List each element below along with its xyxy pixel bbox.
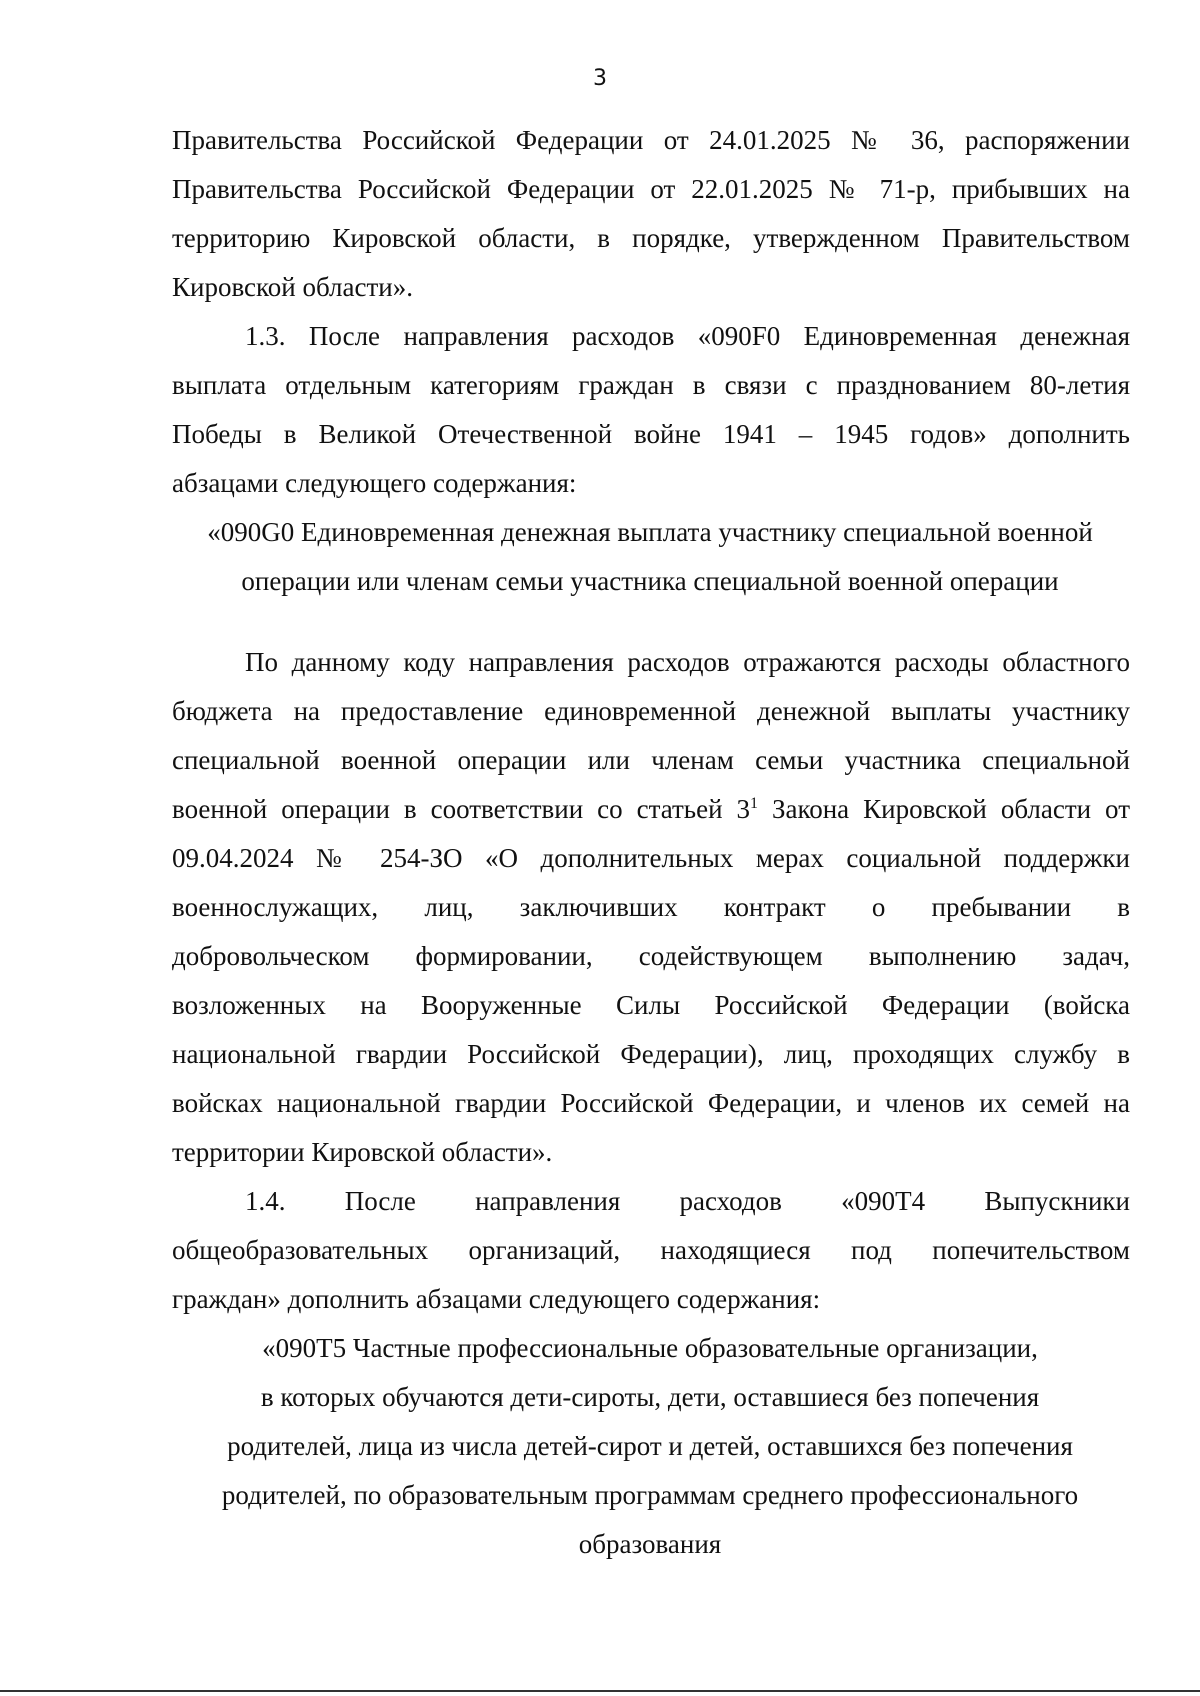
text-line: войсках национальной гвардии Российской Федерации, и членов их семей на — [172, 1088, 1130, 1118]
superscript: 1 — [750, 795, 759, 812]
text-line: национальной гвардии Российской Федерации), лиц, проходящих службу в — [172, 1039, 1130, 1069]
text-line: 09.04.2024 № 254-ЗО «О дополнительных мерах социальной поддержки — [172, 843, 1130, 873]
heading-line: операции или членам семьи участника специальной военной операции — [241, 566, 1059, 596]
heading-line: родителей, по образовательным программам среднего профессионального — [221, 1480, 1079, 1510]
heading-line: «090G0 Единовременная денежная выплата участнику специальной военной — [207, 517, 1093, 547]
text-line: Кировской области». — [172, 272, 413, 302]
text-line — [172, 793, 1130, 825]
text-line: Правительства Российской Федерации от 24.01.2025 № 36, распоряжении — [172, 125, 1130, 155]
text-line: военнослужащих, лиц, заключивших контракт о пребывании в — [172, 892, 1130, 922]
heading-line: образования — [578, 1529, 722, 1559]
text-segment: Закона Кировской области от — [758, 794, 1130, 824]
text-line: возложенных на Вооруженные Силы Российской Федерации (войска — [172, 990, 1130, 1020]
page-bottom-edge — [0, 1690, 1200, 1692]
text-line: территорию Кировской области, в порядке, утвержденном Правительством — [172, 223, 1130, 253]
heading-line: в которых обучаются дети-сироты, дети, оставшиеся без попечения — [260, 1382, 1040, 1412]
text-line: добровольческом формировании, содействующем выполнению задач, — [172, 941, 1130, 971]
text-segment: военной операции в соответствии со статьей 3 — [172, 794, 751, 824]
text-line: 1.4. После направления расходов «090Т4 Выпускники — [245, 1186, 1130, 1216]
text-line: бюджета на предоставление единовременной денежной выплаты участнику — [172, 696, 1130, 726]
text-line: территории Кировской области». — [172, 1137, 553, 1167]
page-number: 3 — [593, 66, 607, 91]
text-line: 1.3. После направления расходов «090F0 Единовременная денежная — [245, 321, 1130, 351]
text-line: выплата отдельным категориям граждан в связи с празднованием 80-летия — [172, 370, 1130, 400]
heading-line: родителей, лица из числа детей-сирот и детей, оставшихся без попечения — [227, 1431, 1073, 1461]
text-line: специальной военной операции или членам семьи участника специальной — [172, 745, 1130, 775]
text-line: абзацами следующего содержания: — [172, 468, 577, 498]
text-line: общеобразовательных организаций, находящиеся под попечительством — [172, 1235, 1130, 1265]
text-line: граждан» дополнить абзацами следующего содержания: — [172, 1284, 821, 1314]
text-line: Победы в Великой Отечественной войне 1941 – 1945 годов» дополнить — [172, 419, 1130, 449]
heading-line: «090Т5 Частные профессиональные образовательные организации, — [262, 1333, 1038, 1363]
text-line: Правительства Российской Федерации от 22.01.2025 № 71-р, прибывших на — [172, 174, 1130, 204]
text-line: По данному коду направления расходов отражаются расходы областного — [245, 647, 1130, 677]
